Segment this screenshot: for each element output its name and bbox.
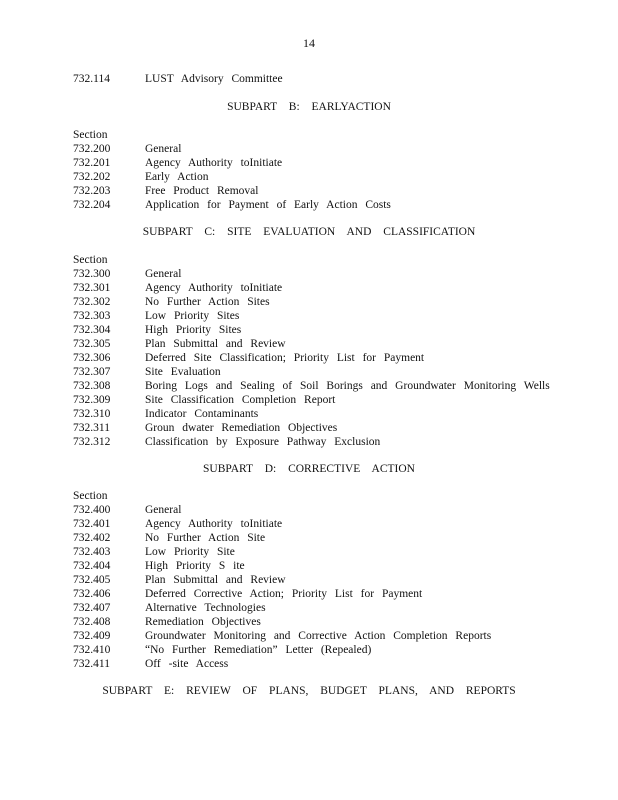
section-title: “No Further Remediation” Letter (Repealed): [145, 644, 372, 656]
section-title: LUST Advisory Committee: [145, 73, 283, 85]
list-item: [73, 407, 573, 421]
section-number: 732.308: [73, 380, 111, 392]
section-number: 732.401: [73, 518, 111, 530]
section-label-text: Section: [73, 254, 108, 266]
list-item: [73, 156, 573, 170]
section-number: 732.200: [73, 143, 111, 155]
section-title: Site Evaluation: [145, 366, 221, 378]
list-item: [73, 393, 573, 407]
subpart-e-heading: SUBPART E: REVIEW OF PLANS, BUDGET PLANS, AND REPORTS: [102, 685, 516, 697]
list-item: [73, 503, 573, 517]
list-item: [73, 601, 573, 615]
section-title: Boring Logs and Sealing of Soil Borings and Groundwater Monitoring Wells: [145, 380, 550, 392]
section-number: 732.302: [73, 296, 111, 308]
list-item: [73, 657, 573, 671]
section-title: No Further Action Sites: [145, 296, 270, 308]
section-label: [73, 489, 573, 503]
section-title: Groundwater Monitoring and Corrective Action Completion Reports: [145, 630, 492, 642]
section-title: Low Priority Site: [145, 546, 235, 558]
section-number: 732.305: [73, 338, 111, 350]
section-title: Groun dwater Remediation Objectives: [145, 422, 338, 434]
list-item: [73, 643, 573, 657]
section-title: General: [145, 143, 182, 155]
section-title: Application for Payment of Early Action Costs: [145, 199, 391, 211]
section-title: Off -site Access: [145, 658, 229, 670]
list-item: [73, 309, 573, 323]
section-title: Deferred Site Classification; Priority List for Payment: [145, 352, 425, 364]
list-item: [73, 573, 573, 587]
list-item: [73, 629, 573, 643]
section-title: General: [145, 268, 182, 280]
list-item: [73, 170, 573, 184]
section-title: Low Priority Sites: [145, 310, 240, 322]
subpart-c-list: [73, 253, 573, 449]
subpart-d-list: [73, 489, 573, 671]
section-number: 732.303: [73, 310, 111, 322]
section-number: 732.301: [73, 282, 111, 294]
section-number: 732.411: [73, 658, 110, 670]
section-number: 732.306: [73, 352, 111, 364]
list-item: [73, 267, 573, 281]
list-item: [73, 365, 573, 379]
section-number: 732.408: [73, 616, 111, 628]
section-number: 732.300: [73, 268, 111, 280]
list-item: [73, 559, 573, 573]
section-number: 732.310: [73, 408, 111, 420]
section-number: 732.203: [73, 185, 111, 197]
section-title: Plan Submittal and Review: [145, 574, 286, 586]
section-number: 732.304: [73, 324, 111, 336]
subpart-d-heading: SUBPART D: CORRECTIVE ACTION: [203, 463, 415, 475]
section-number: 732.407: [73, 602, 111, 614]
list-item: [73, 198, 573, 212]
section-number: 732.312: [73, 436, 111, 448]
section-number: 732.204: [73, 199, 111, 211]
list-item: [73, 531, 573, 545]
section-title: Agency Authority toInitiate: [145, 518, 283, 530]
list-item: [73, 323, 573, 337]
subpart-c-heading: SUBPART C: SITE EVALUATION AND CLASSIFICATION: [142, 226, 476, 238]
section-title: No Further Action Site: [145, 532, 266, 544]
section-title: Agency Authority toInitiate: [145, 157, 283, 169]
list-item: [73, 184, 573, 198]
section-number: 732.400: [73, 504, 111, 516]
section-title: Plan Submittal and Review: [145, 338, 286, 350]
section-title: Site Classification Completion Report: [145, 394, 336, 406]
section-title: High Priority S ite: [145, 560, 245, 572]
section-number: 732.405: [73, 574, 111, 586]
section-number: 732.307: [73, 366, 111, 378]
section-title: General: [145, 504, 182, 516]
section-number: 732.201: [73, 157, 111, 169]
section-title: Free Product Removal: [145, 185, 259, 197]
section-number: 732.403: [73, 546, 111, 558]
section-title: Agency Authority toInitiate: [145, 282, 283, 294]
section-title: Classification by Exposure Pathway Exclusion: [145, 436, 381, 448]
section-number: 732.410: [73, 644, 111, 656]
section-number: 732.406: [73, 588, 111, 600]
list-item: [73, 379, 573, 393]
list-item: [73, 517, 573, 531]
section-label: [73, 253, 573, 267]
page-number: 14: [303, 36, 315, 50]
list-item: [73, 615, 573, 629]
section-title: Alternative Technologies: [145, 602, 266, 614]
top-entry: [73, 72, 573, 86]
section-title: Early Action: [145, 171, 209, 183]
subpart-b-list: [73, 128, 573, 212]
list-item: [73, 295, 573, 309]
section-label: [73, 128, 573, 142]
section-number: 732.114: [73, 73, 110, 85]
list-item: [73, 142, 573, 156]
subpart-b-heading: SUBPART B: EARLYACTION: [227, 101, 391, 113]
list-item: [73, 435, 573, 449]
section-number: 732.409: [73, 630, 111, 642]
section-label-text: Section: [73, 129, 108, 141]
section-number: 732.309: [73, 394, 111, 406]
section-number: 732.311: [73, 422, 110, 434]
section-number: 732.202: [73, 171, 111, 183]
section-label-text: Section: [73, 490, 108, 502]
section-title: High Priority Sites: [145, 324, 242, 336]
section-number: 732.404: [73, 560, 111, 572]
section-title: Deferred Corrective Action; Priority List for Payment: [145, 588, 423, 600]
list-item: [73, 545, 573, 559]
section-number: 732.402: [73, 532, 111, 544]
list-item: [73, 421, 573, 435]
list-item: [73, 587, 573, 601]
section-title: Remediation Objectives: [145, 616, 261, 628]
list-item: [73, 351, 573, 365]
list-item: [73, 281, 573, 295]
list-item: [73, 72, 573, 86]
list-item: [73, 337, 573, 351]
section-title: Indicator Contaminants: [145, 408, 259, 420]
